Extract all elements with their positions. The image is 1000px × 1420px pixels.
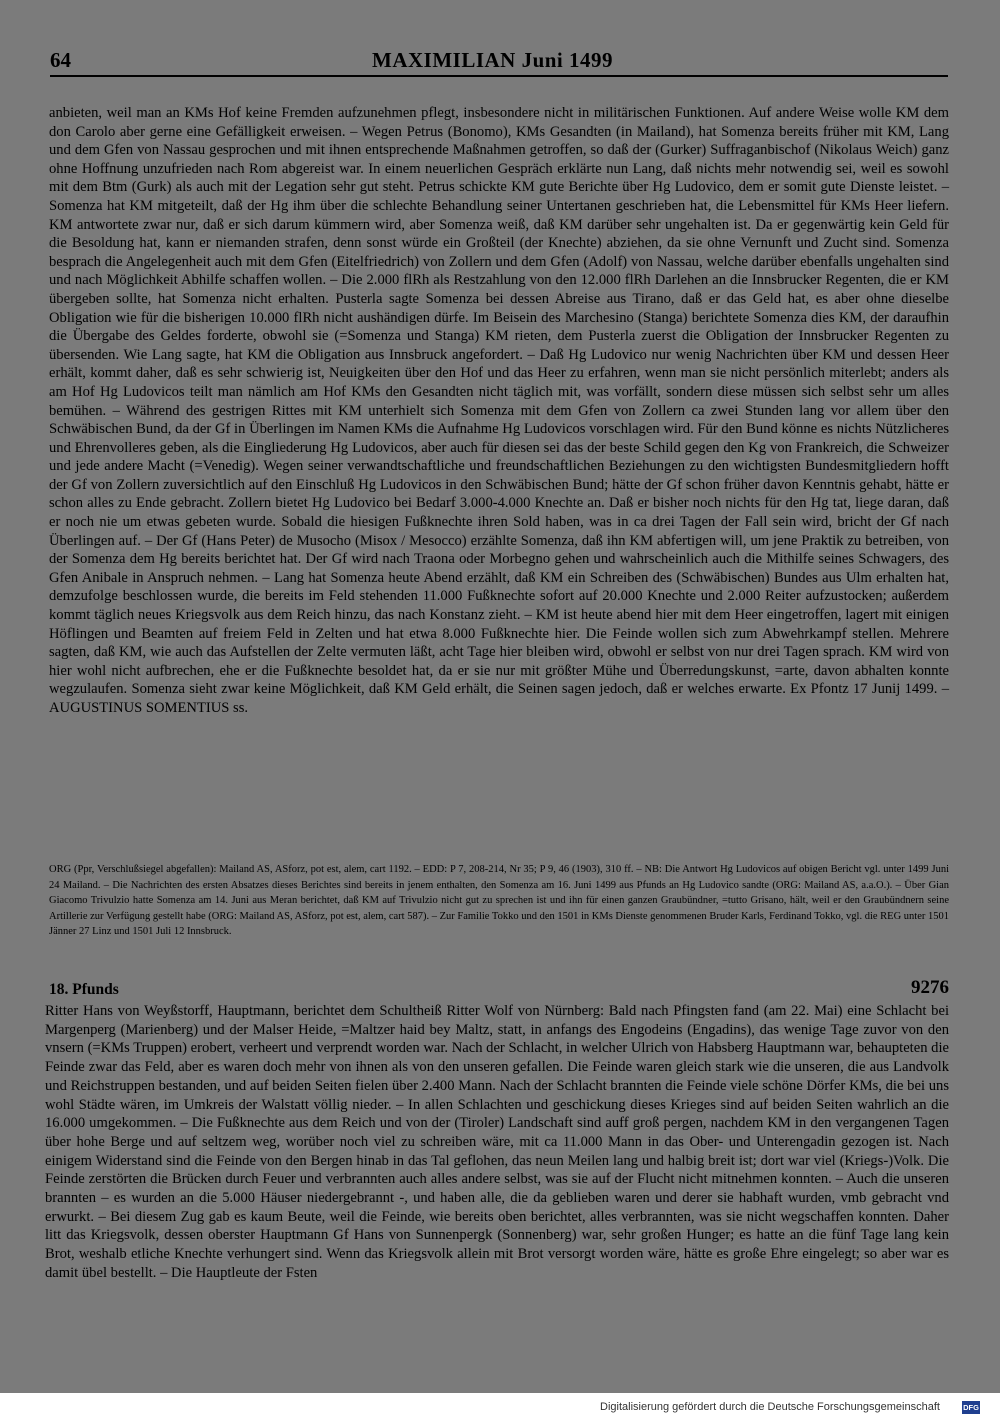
running-title: MAXIMILIAN Juni 1499 xyxy=(372,48,614,72)
document-paragraph: Ritter Hans von Weyßstorff, Hauptmann, berichtet dem Schultheiß Ritter Wolf von Nürnberg: Bald nach Pfingsten fand (am 22. Mai) eine Schlacht bei Margenperg (Marienberg) und der Malser Heide, =Maltzer haid bey Maltz, statt, in anfangs des Engodeins (Engadins), das wenige Tage zuvor von den vnsern (=KMs Truppen) erobert, verheert und verprendt worden war. Nach der Schlacht, in welcher Ulrich von Habsberg Hauptmann war, behaupteten die Feinde zwar das Feld, aber es waren doch mehr von ihnen als von den unseren gefallen. Die Feinde waren gleich stark wie die unseren, die aus Landvolk und Reichstruppen bestanden, und auf beiden Seiten fielen über 2.400 Mann. Nach der Schlacht brannten die Feinde viele schöne Dörfer KMs, die bei uns wohl Städte wären, im Umkreis der Walstatt völlig nieder. – In allen Schlachten und geschickung dieses Krieges sind auf beiden Seiten wahrlich an die 16.000 umgekommen. – Die Fußknechte aus dem Reich und von der (Tiroler) Landschaft sind auff groß pergen, nachdem KM in den vergangenen Tagen über hohe Berge und auf seltzem weg, worüber noch viel zu schreiben wäre, mit ca 11.000 Mann in das Ober- und Unterengadin gezogen ist. Nach einigem Widerstand sind die Feinde von den Bergen hinab in das Tal geflohen, das neun Meilen lang und halbig breit ist; dort war viel (Kriegs-)Volk. Die Feinde zerstörten die Brücken durch Feuer und verbrannten auch alles andere selbst, was sie auf der Flucht nicht mitnehmen konnten. – Auch die unseren brannten – es wurden an die 5.000 Häuser niedergebrannt -, und haben alle, die da geblieben waren und derer sie habhaft wurden, vmb gebracht vnd erwurkt. – Bei diesem Zug gab es kaum Beute, weil die Feinde, wie bereits oben berichtet, alles verbrannten, was sie nicht wegschaffen konnten. Daher litt das Kriegsvolk, dessen oberster Hauptmann Gf Hans von Sunnenpergk (Sonnenberg) war, sehr großen Hunger; es hatte an die fünf Tage lang kein Brot, weshalb etliche Knechte verhungert sind. Wenn das Kriegsvolk allein mit Brot versorgt worden wäre, hätte es große Ehre eingelegt; so aber war es damit übel bestellt. – Die Hauptleute der Fsten xyxy=(45,1003,949,1281)
regest-body xyxy=(49,104,949,718)
document-number: 9276 xyxy=(911,977,949,998)
funding-text: Digitalisierung gefördert durch die Deutsche Forschungsgemeinschaft xyxy=(600,1401,940,1413)
header-rule xyxy=(50,75,948,77)
document-heading xyxy=(49,977,949,1002)
page-number: 64 xyxy=(50,48,71,72)
running-header xyxy=(50,44,948,78)
dfg-logo: DFG xyxy=(963,1403,979,1412)
source-notes xyxy=(49,862,949,940)
source-notes-paragraph: ORG (Ppr, Verschlußsiegel abgefallen): Mailand AS, ASforz, pot est, alem, cart 1192. – EDD: P 7, 208-214, Nr 35; P 9, 46 (1903), 310 ff. – NB: Die Antwort Hg Ludovicos auf obigen Bericht vgl. unter 1499 Juni 24 Mailand. – Die Nachrichten des ersten Absatzes dieses Berichtes sind bereits in jenem enthalten, den Somenza am 16. Juni 1499 aus Pfunds an Hg Ludovico sandte (ORG: Mailand AS, a.a.O.). – Über Gian Giacomo Trivulzio hatte Somenza am 14. Juni aus Meran berichtet, daß KM auf Trivulzio nicht gut zu sprechen ist und ihn für einen ganzen Graubündner, =tutto Grisano, hält, weil er den Graubündnern seine Artillerie zur Verfügung gestellt habe (ORG: Mailand AS, ASforz, pot est, alem, cart 587). – Zur Familie Tokko und den 1501 in KMs Dienste genommenen Bruder Karls, Ferdinand Tokko, vgl. die REG unter 1501 Jänner 27 Linz und 1501 Juli 12 Innsbruck. xyxy=(49,864,949,938)
funding-footer xyxy=(600,1400,980,1418)
document-body xyxy=(45,1002,949,1283)
document-place: 18. Pfunds xyxy=(49,981,119,998)
regest-paragraph: anbieten, weil man an KMs Hof keine Fremden aufzunehmen pflegt, insbesondere nicht in militärischen Funktionen. Auf andere Weise wolle KM dem don Carolo aber gerne eine Gefälligkeit erweisen. – Wegen Petrus (Bonomo), KMs Gesandten (in Mailand), hat Somenza bereits früher mit KM, Lang und dem Gfen von Nassau gesprochen und mit ihnen entsprechende Maßnahmen getroffen, so daß der (Gurker) Suffraganbischof (Nikolaus Weich) ganz ohne Hoffnung unzufrieden nach Rom abgereist war. In einem neuerlichen Gespräch erklärte nun Lang, daß nichts mehr notwendig sei, weil es sowohl mit dem Btm (Gurk) als auch mit der Legation sehr gut steht. Petrus schickte KM gute Berichte über Hg Ludovico, dem er somit gute Dienste leistet. – Somenza hat KM mitgeteilt, daß der Hg ihm über die schlechte Behandlung seiner Untertanen geschrieben hat, die Lebensmittel für KMs Heer liefern. KM antwortete zwar nur, daß er sich darum kümmern wird, aber Somenza weiß, daß KM darüber sehr ungehalten ist. Da er gegenwärtig kein Geld für die Besoldung hat, kann er niemanden strafen, denn sonst würde ein Großteil (der Knechte) abziehen, da sie ohne Vernunft und Zucht sind. Somenza besprach die Angelegenheit auch mit dem Gfen (Eitelfriedrich) von Zollern und dem Gfen (Adolf) von Nassau, welche darüber ebenfalls ungehalten sind und nach Möglichkeit Abhilfe schaffen wollen. – Die 2.000 flRh als Restzahlung von den 12.000 flRh Darlehen an die Innsbrucker Regenten, die er KM übergeben sollte, hat Somenza nicht erhalten. Pusterla sagte Somenza bei dessen Abreise aus Tirano, daß er das Geld hat, es aber ohne dieselbe Obligation wie für die bisherigen 10.000 flRh nicht aushändigen dürfe. Im Beisein des Marchesino (Stanga) berichtete Somenza dies KM, der daraufhin die Übergabe des Geldes forderte, obwohl sie (=Somenza und Stanga) KM rieten, dem Pusterla zuerst die Obligation der Innsbrucker Regenten zu übersenden. Wie Lang sagte, hat KM die Obligation aus Innsbruck angefordert. – Daß Hg Ludovico nur wenig Nachrichten über KM und dessen Heer erhält, kommt daher, daß es sehr schwierig ist, Neuigkeiten über den Hof und das Heer zu erfahren, wenn man sie nicht persönlich miterlebt; anders als am Hof Hg Ludovicos teilt man nämlich am Hof KMs den Gesandten nicht täglich mit, was vorfällt, sondern diese müssen sich selbst sehr um alles bemühen. – Während des gestrigen Rittes mit KM unterhielt sich Somenza mit dem Gfen von Zollern ca zwei Stunden lang vor allem über den Schwäbischen Bund, da der Gf in Überlingen im Namen KMs die Aufnahme Hg Ludovicos vorschlagen wird. Für den Bund könne es nichts Nützlicheres und Ehrenvolleres geben, als die Eingliederung Hg Ludovicos, aber auch für diesen sei das der beste Schild gegen den Kg von Frankreich, die Schweizer und jede andere Macht (=Venedig). Wegen seiner verwandtschaftliche und freundschaftlichen Beziehungen zu den wichtigsten Bundesmitgliedern hofft der Gf von Zollern zuversichtlich auf den Einschluß Hg Ludovicos in den Schwäbischen Bund; hätte der Gf schon früher davon Kenntnis gehabt, hätte er schon alles zu Ende gebracht. Zollern bietet Hg Ludovico bei Bedarf 3.000-4.000 Knechte an. Daß er bisher noch nichts für den Hg tat, liege daran, daß er noch nie um etwas gebeten wurde. Sobald die hiesigen Fußknechte ihren Sold haben, was in ca drei Tagen der Fall sein wird, bricht der Gf nach Überlingen auf. – Der Gf (Hans Peter) de Musocho (Misox / Mesocco) erzählte Somenza, daß ihn KM abfertigen will, um jene Praktik zu betreiben, von der Somenza dem Hg bereits berichtet hat. Der Gf wird nach Traona oder Morbegno gehen und wahrscheinlich auch die Mithilfe seines Schwagers, des Gfen Anibale in Anspruch nehmen. – Lang hat Somenza heute Abend erzählt, daß KM ein Schreiben des (Schwäbischen) Bundes aus Ulm erhalten hat, demzufolge beschlossen wurde, die bereits im Feld stehenden 11.000 Fußknechte sofort auf 20.000 Knechte und 2.000 Reiter aufzustocken; außerdem kommt täglich neues Kriegsvolk aus dem Reich hinzu, das nach Konstanz zieht. – KM ist heute abend hier mit dem Heer eingetroffen, lagert mit einigen Höflingen und Beamten auf freiem Feld in Zelten und hat etwa 8.000 Fußknechte hier. Die Feinde wollen sich zum Abwehrkampf stellen. Mehrere sagten, daß KM, wie auch das Aufstellen der Zelte vermuten läßt, acht Tage hier bleiben wird, obwohl er selbst von nur drei Tagen sprach. KM wird von hier wohl nicht aufbrechen, ehe er die Fußknechte besoldet hat, da er sie nur mit größter Mühe und Überredungskunst, =arte, davon abhalten konnte wegzulaufen. Somenza sieht zwar keine Möglichkeit, daß KM Geld erhält, die Seinen sagen jedoch, daß er welches erwarte. Ex Pfontz 17 Junij 1499. – AUGUSTINUS SOMENTIUS ss. xyxy=(49,105,949,716)
